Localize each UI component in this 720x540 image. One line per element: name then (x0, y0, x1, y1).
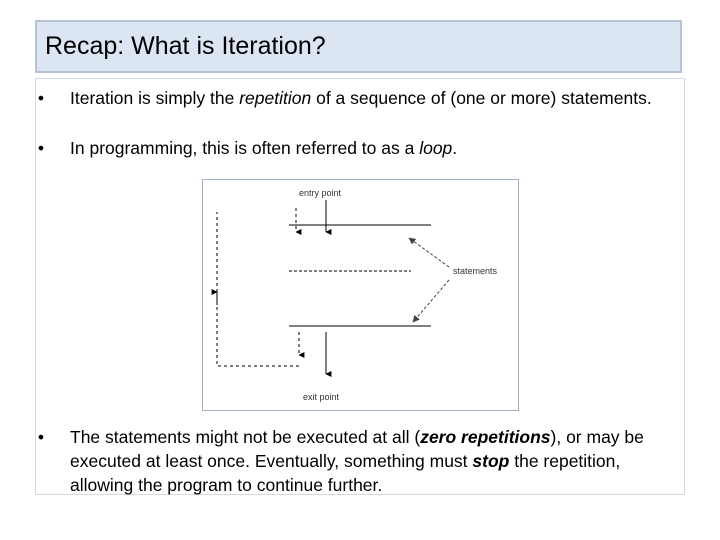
loop-diagram (202, 179, 519, 411)
bullet-marker: • (37, 138, 45, 158)
statements-pointer-top (409, 238, 449, 267)
bullet-text-part: The statements might not be executed at all ( (70, 427, 421, 447)
bullet-marker: • (37, 88, 45, 108)
entry-point-label: entry point (299, 188, 342, 198)
bullet-text-emphasis: loop (419, 138, 453, 158)
loop-back-path (217, 212, 299, 366)
bullet-text-emphasis: zero repetitions (420, 427, 551, 447)
statements-pointer-bottom (413, 280, 449, 322)
title-bar (35, 20, 682, 73)
bullet-text-part: Iteration is simply the (70, 88, 240, 108)
bullet-text-part: In programming, this is often referred to as a (70, 138, 420, 158)
bullet-text-emphasis: repetition (239, 88, 312, 108)
bullet-text-part: . (452, 138, 458, 158)
bullet-text-part: ), or may be executed at least once. Eventually, something must (70, 427, 644, 471)
bullet-marker: • (37, 427, 45, 447)
exit-point-label: exit point (303, 392, 340, 402)
bullet-text-emphasis: stop (472, 451, 510, 471)
bullet-text (70, 86, 670, 110)
bullet-text-part: the repetition, allowing the program to continue further. (70, 451, 621, 495)
bullet-text (70, 425, 670, 497)
statements-label: statements (453, 266, 498, 276)
slide-title: Recap: What is Iteration? (45, 32, 326, 60)
bullet-text (70, 136, 670, 160)
bullet-text-part: of a sequence of (one or more) statements. (311, 88, 652, 108)
loop-diagram-svg (203, 180, 518, 410)
